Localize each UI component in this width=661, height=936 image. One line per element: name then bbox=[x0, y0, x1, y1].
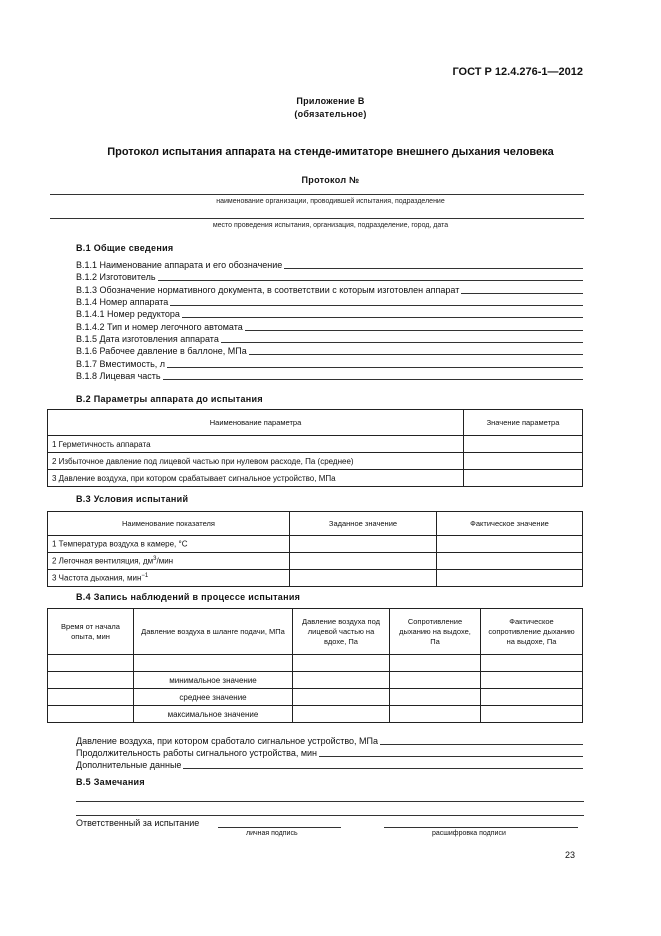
value-cell[interactable] bbox=[48, 689, 134, 706]
field-line[interactable] bbox=[167, 367, 583, 368]
field-label: В.1.5 Дата изготовления аппарата bbox=[76, 334, 219, 344]
field-line[interactable] bbox=[221, 342, 583, 343]
document-title: Протокол испытания аппарата на стенде-имитаторе внешнего дыхания человека bbox=[107, 146, 554, 158]
value-cell[interactable] bbox=[481, 672, 583, 689]
column-header: Наименование показателя bbox=[48, 512, 290, 536]
column-header: Сопротивление дыханию на выдохе, Па bbox=[390, 609, 481, 655]
table-row bbox=[48, 570, 583, 587]
value-cell[interactable] bbox=[390, 672, 481, 689]
column-header: Время от начала опыта, мин bbox=[48, 609, 134, 655]
remarks-line[interactable] bbox=[76, 801, 584, 802]
section-b1-title: В.1 Общие сведения bbox=[76, 243, 174, 253]
responsible-label: Ответственный за испытание bbox=[76, 818, 200, 828]
table-row bbox=[48, 553, 583, 570]
field-row[interactable] bbox=[76, 284, 583, 296]
table-row bbox=[48, 470, 583, 487]
decode-caption: расшифровка подписи bbox=[432, 830, 506, 837]
value-cell[interactable] bbox=[290, 536, 437, 553]
signature-decode-line[interactable] bbox=[384, 827, 578, 828]
field-label: В.1.4 Номер аппарата bbox=[76, 297, 169, 307]
value-cell[interactable] bbox=[481, 706, 583, 723]
table-cell: 3 Давление воздуха, при котором срабатывает сигнальное устройство, МПа bbox=[48, 470, 464, 487]
field-line[interactable] bbox=[163, 379, 583, 380]
value-cell[interactable] bbox=[437, 570, 583, 587]
table-cell bbox=[134, 655, 293, 672]
place-caption: место проведения испытания, организация, подразделение, город, дата bbox=[212, 222, 449, 229]
field-line[interactable] bbox=[461, 293, 583, 294]
table-cell: 3 Частота дыхания, мин$^{-1}$ bbox=[48, 570, 290, 587]
value-cell[interactable] bbox=[293, 655, 390, 672]
table-row bbox=[48, 436, 583, 453]
field-label: В.1.3 Обозначение нормативного документа, в соответствии с которым изготовлен аппарат bbox=[76, 285, 460, 295]
field-row[interactable] bbox=[76, 370, 583, 382]
field-line[interactable] bbox=[380, 744, 583, 745]
column-header: Значение параметра bbox=[464, 410, 583, 436]
field-label: Дополнительные данные bbox=[76, 760, 182, 770]
value-cell[interactable] bbox=[48, 706, 134, 723]
value-cell[interactable] bbox=[464, 453, 583, 470]
signature-line[interactable] bbox=[218, 827, 341, 828]
field-label: В.1.8 Лицевая часть bbox=[76, 371, 161, 381]
table-row bbox=[48, 655, 583, 672]
place-line[interactable] bbox=[50, 218, 584, 219]
field-label: В.1.1 Наименование аппарата и его обозначение bbox=[76, 260, 283, 270]
protocol-number-label: Протокол № bbox=[301, 175, 360, 185]
value-cell[interactable] bbox=[290, 570, 437, 587]
appendix-title: Приложение В bbox=[296, 96, 365, 106]
value-cell[interactable] bbox=[481, 655, 583, 672]
table-cell: 2 Легочная вентиляция, $дм^3$/мин bbox=[48, 553, 290, 570]
value-cell[interactable] bbox=[464, 436, 583, 453]
table-cell: среднее значение bbox=[134, 689, 293, 706]
field-line[interactable] bbox=[245, 330, 583, 331]
section-b3-title: В.3 Условия испытаний bbox=[76, 494, 189, 504]
field-row[interactable] bbox=[76, 333, 583, 345]
table-cell: 1 Температура воздуха в камере, °С bbox=[48, 536, 290, 553]
field-line[interactable] bbox=[170, 305, 583, 306]
field-label: Продолжительность работы сигнального устройства, мин bbox=[76, 748, 318, 758]
value-cell[interactable] bbox=[464, 470, 583, 487]
table-cell: 1 Герметичность аппарата bbox=[48, 436, 464, 453]
column-header: Фактическое значение bbox=[437, 512, 583, 536]
appendix-subtitle: (обязательное) bbox=[294, 109, 367, 119]
field-row[interactable] bbox=[76, 345, 583, 357]
field-line[interactable] bbox=[284, 268, 583, 269]
value-cell[interactable] bbox=[481, 689, 583, 706]
table-row bbox=[48, 706, 583, 723]
table-cell: максимальное значение bbox=[134, 706, 293, 723]
column-header: Наименование параметра bbox=[48, 410, 464, 436]
section-b5-title: В.5 Замечания bbox=[76, 777, 145, 787]
org-caption: наименование организации, проводившей испытания, подразделение bbox=[216, 198, 445, 205]
value-cell[interactable] bbox=[48, 672, 134, 689]
value-cell[interactable] bbox=[390, 689, 481, 706]
table-row bbox=[48, 672, 583, 689]
value-cell[interactable] bbox=[437, 553, 583, 570]
conditions-table bbox=[47, 511, 583, 587]
signature-caption: личная подпись bbox=[246, 830, 298, 837]
field-row[interactable] bbox=[76, 308, 583, 320]
value-cell[interactable] bbox=[293, 672, 390, 689]
value-cell[interactable] bbox=[390, 706, 481, 723]
field-label: В.1.2 Изготовитель bbox=[76, 272, 156, 282]
value-cell[interactable] bbox=[48, 655, 134, 672]
section-b2-title: В.2 Параметры аппарата до испытания bbox=[76, 394, 263, 404]
field-line[interactable] bbox=[249, 354, 583, 355]
table-row bbox=[48, 453, 583, 470]
field-line[interactable] bbox=[319, 756, 583, 757]
column-header: Заданное значение bbox=[290, 512, 437, 536]
section-b4-title: В.4 Запись наблюдений в процессе испытания bbox=[76, 592, 301, 602]
field-line[interactable] bbox=[158, 280, 583, 281]
value-cell[interactable] bbox=[293, 706, 390, 723]
field-row[interactable] bbox=[76, 735, 583, 747]
params-table bbox=[47, 409, 583, 487]
value-cell[interactable] bbox=[390, 655, 481, 672]
standard-header: ГОСТ Р 12.4.276-1—2012 bbox=[452, 66, 583, 78]
value-cell[interactable] bbox=[290, 553, 437, 570]
table-row bbox=[48, 536, 583, 553]
field-row[interactable] bbox=[76, 296, 583, 308]
org-line[interactable] bbox=[50, 194, 584, 195]
field-label: В.1.4.1 Номер редуктора bbox=[76, 309, 180, 319]
field-row[interactable] bbox=[76, 747, 583, 759]
field-label: В.1.6 Рабочее давление в баллоне, МПа bbox=[76, 346, 247, 356]
field-row[interactable] bbox=[76, 271, 583, 283]
field-row[interactable] bbox=[76, 259, 583, 271]
value-cell[interactable] bbox=[293, 689, 390, 706]
page-number: 23 bbox=[564, 850, 575, 860]
field-row[interactable] bbox=[76, 358, 583, 370]
value-cell[interactable] bbox=[437, 536, 583, 553]
table-cell: 2 Избыточное давление под лицевой частью при нулевом расходе, Па (среднее) bbox=[48, 453, 464, 470]
field-row[interactable] bbox=[76, 759, 583, 771]
table-row bbox=[48, 689, 583, 706]
field-label: В.1.7 Вместимость, л bbox=[76, 359, 166, 369]
observations-table bbox=[47, 608, 583, 723]
column-header: Давление воздуха в шланге подачи, МПа bbox=[134, 609, 293, 655]
remarks-line[interactable] bbox=[76, 815, 584, 816]
field-row[interactable] bbox=[76, 321, 583, 333]
field-label: В.1.4.2 Тип и номер легочного автомата bbox=[76, 322, 243, 332]
field-label: Давление воздуха, при котором сработало сигнальное устройство, МПа bbox=[76, 736, 378, 746]
field-line[interactable] bbox=[183, 768, 583, 769]
field-line[interactable] bbox=[182, 317, 583, 318]
column-header: Фактическое сопротивление дыханию на выдохе, Па bbox=[481, 609, 583, 655]
table-cell: минимальное значение bbox=[134, 672, 293, 689]
column-header: Давление воздуха под лицевой частью на вдохе, Па bbox=[293, 609, 390, 655]
